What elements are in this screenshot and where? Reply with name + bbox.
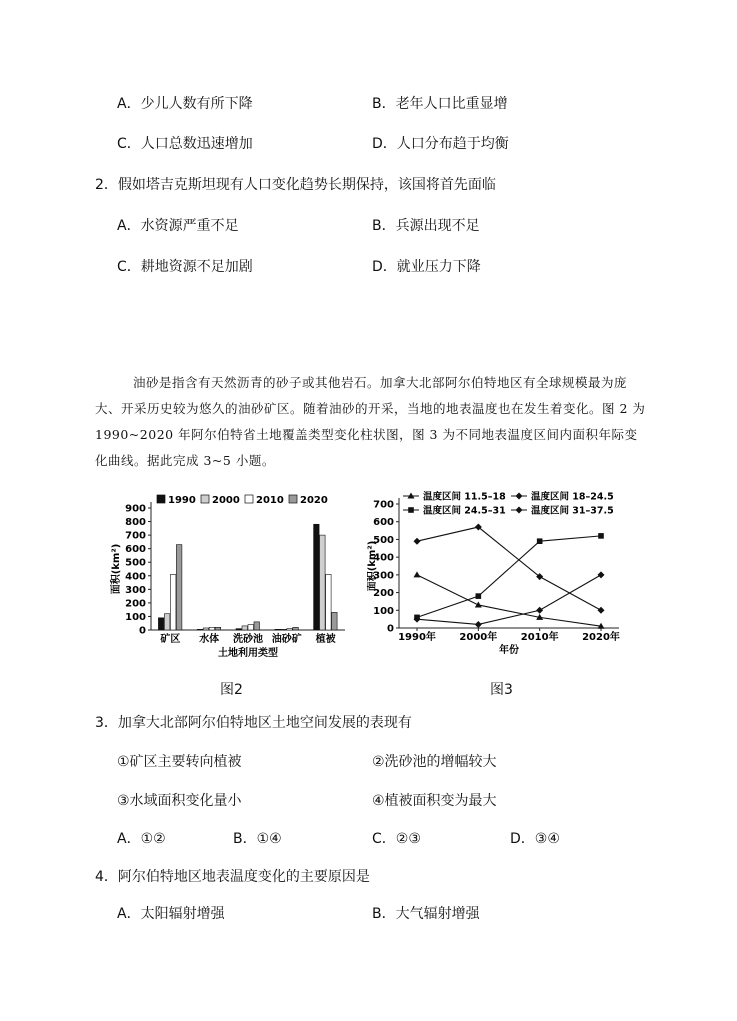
legend-marker <box>516 493 523 500</box>
y-tick-label: 500 <box>373 534 394 546</box>
q3-statement-2: ②洗砂池的增幅较大 <box>372 754 497 770</box>
q2-option-a: A．水资源严重不足 <box>117 218 239 234</box>
y-tick-label: 0 <box>387 623 394 635</box>
q3-statement-3: ③水域面积变化量小 <box>117 793 242 809</box>
q3-stem: 3．加拿大北部阿尔伯特地区土地空间发展的表现有 <box>95 715 412 731</box>
bar <box>158 618 164 630</box>
y-tick-label: 400 <box>125 571 146 583</box>
y-tick-label: 600 <box>373 517 394 529</box>
legend-label: 温度区间 18–24.5 <box>531 491 614 503</box>
x-tick-label: 2000年 <box>459 632 498 643</box>
legend-label: 温度区间 11.5–18 <box>423 491 506 503</box>
bar <box>176 545 182 630</box>
x-tick-label: 洗砂池 <box>233 634 263 645</box>
bar <box>203 628 209 630</box>
q1-option-c: C．人口总数迅速增加 <box>117 136 253 152</box>
legend-swatch <box>289 495 297 503</box>
q2-option-b: B．兵源出现不足 <box>372 218 480 234</box>
data-point <box>598 571 605 578</box>
y-axis-label: 面积(km²) <box>111 543 122 595</box>
q3-option-a: A．①② <box>117 831 166 847</box>
bar <box>170 574 176 630</box>
y-tick-label: 700 <box>125 530 146 542</box>
bar <box>275 629 281 630</box>
q4-option-b: B．大气辐射增强 <box>372 906 480 922</box>
q3-option-c: C．②③ <box>372 831 421 847</box>
q3-option-d: D．③④ <box>510 831 560 847</box>
y-tick-label: 400 <box>373 552 394 564</box>
series-line <box>417 575 601 625</box>
q2-option-c: C．耕地资源不足加剧 <box>117 259 253 275</box>
legend-swatch <box>201 495 209 503</box>
x-tick-label: 油砂矿 <box>271 634 302 645</box>
legend-marker <box>516 507 523 514</box>
q1-option-a: A．少儿人数有所下降 <box>117 96 253 112</box>
bar <box>254 622 260 630</box>
y-tick-label: 300 <box>125 584 146 596</box>
q3-statement-4: ④植被面积变为最大 <box>372 793 497 809</box>
q1-option-b: B．老年人口比重显增 <box>372 96 508 112</box>
passage-text: 油砂是指含有天然沥青的砂子或其他岩石。加拿大北部阿尔伯特地区有全球规模最为庞大、开采历史较为悠久的油砂矿区。随着油砂的开采，当地的地表温度也在发生着变化。图 2 为 1990~2020 年阿尔伯特省土地覆盖类型变化柱状图，图 3 为不同地表温度区间内面积年际变化曲线。据此完成 3~5 小题。 <box>95 375 646 468</box>
data-point <box>475 601 482 607</box>
bar <box>248 625 254 630</box>
x-axis-label: 土地利用类型 <box>218 648 278 659</box>
legend-label: 2000 <box>212 495 240 506</box>
land-cover-bar-chart <box>105 490 355 662</box>
x-tick-label: 2020年 <box>582 632 620 643</box>
y-tick-label: 700 <box>373 499 394 511</box>
q3-statement-1: ①矿区主要转向植被 <box>117 754 242 770</box>
bar <box>209 627 215 630</box>
x-axis-label: 年份 <box>499 645 519 655</box>
legend-label: 2020 <box>300 495 328 506</box>
data-point <box>598 607 605 614</box>
bar <box>326 574 332 630</box>
y-tick-label: 200 <box>373 588 394 600</box>
q1-option-d: D．人口分布趋于均衡 <box>372 136 509 152</box>
bar <box>236 629 242 630</box>
y-tick-label: 100 <box>125 611 146 623</box>
temperature-area-line-chart <box>367 490 629 655</box>
data-point <box>537 538 543 544</box>
legend-swatch <box>157 495 165 503</box>
y-tick-label: 500 <box>125 557 146 569</box>
data-point <box>598 533 604 539</box>
legend-label: 2010 <box>256 495 284 506</box>
bar <box>281 629 287 630</box>
y-tick-label: 100 <box>373 605 394 617</box>
series-line <box>417 575 601 626</box>
data-point <box>476 593 482 599</box>
data-point <box>414 571 421 577</box>
bar <box>215 627 221 630</box>
y-tick-label: 300 <box>373 570 394 582</box>
bar <box>320 535 326 630</box>
x-tick-label: 1990年 <box>398 632 436 643</box>
data-point <box>414 538 421 545</box>
legend-label: 温度区间 31–37.5 <box>531 505 614 517</box>
y-tick-label: 600 <box>125 544 146 556</box>
bar <box>293 627 299 630</box>
x-tick-label: 植被 <box>315 634 336 645</box>
q3-option-b: B．①④ <box>233 831 282 847</box>
q2-stem: 2．假如塔吉克斯坦现有人口变化趋势长期保持，该国将首先面临 <box>95 177 496 193</box>
x-tick-label: 2010年 <box>520 632 559 643</box>
y-axis-label: 面积(km²) <box>367 540 378 592</box>
y-tick-label: 800 <box>125 517 146 529</box>
y-tick-label: 0 <box>139 625 146 637</box>
figure-2-caption: 图2 <box>220 682 243 698</box>
passage <box>95 370 650 474</box>
data-point <box>475 621 482 628</box>
bar <box>314 524 320 630</box>
q2-option-d: D．就业压力下降 <box>372 259 481 275</box>
y-tick-label: 900 <box>125 503 146 515</box>
x-tick-label: 矿区 <box>160 634 181 645</box>
legend-swatch <box>245 495 253 503</box>
x-tick-label: 水体 <box>199 634 220 645</box>
legend-label: 1990 <box>168 495 196 506</box>
y-tick-label: 200 <box>125 598 146 610</box>
bar <box>287 629 293 630</box>
bar <box>164 614 170 630</box>
legend-marker <box>408 507 414 513</box>
series-line <box>417 536 601 617</box>
bar <box>197 629 203 630</box>
q4-stem: 4．阿尔伯特地区地表温度变化的主要原因是 <box>95 869 370 885</box>
data-point <box>536 607 543 614</box>
figure-3-caption: 图3 <box>490 682 513 698</box>
bar <box>332 612 338 630</box>
legend-label: 温度区间 24.5–31 <box>423 505 506 517</box>
bar <box>242 626 248 630</box>
q4-option-a: A．太阳辐射增强 <box>117 906 225 922</box>
